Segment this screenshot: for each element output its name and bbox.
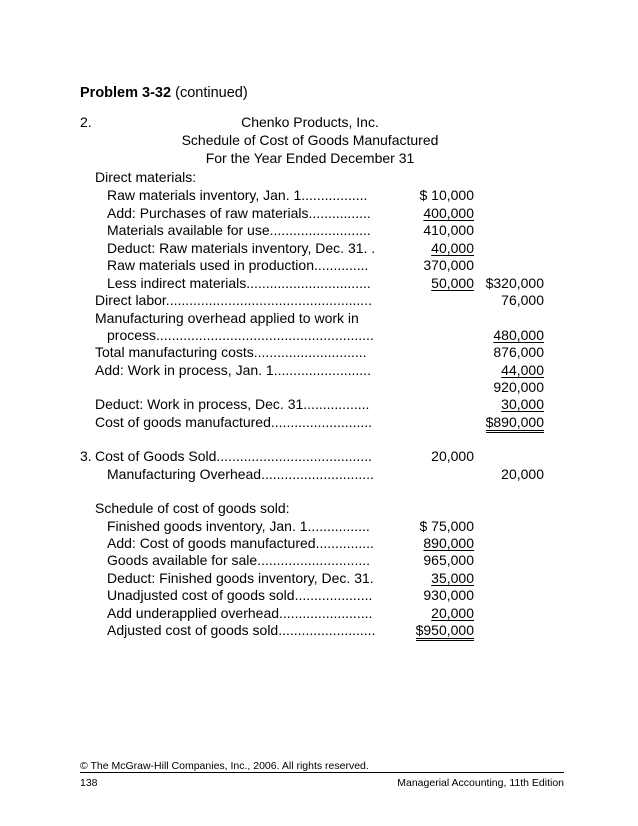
row-value: 890,000 <box>423 535 474 551</box>
row-value: 965,000 <box>423 552 474 568</box>
row-value: 35,000 <box>431 570 474 586</box>
row-total: $320,000 <box>485 275 544 291</box>
page-number: 138 <box>80 777 98 789</box>
row-label: process........................................................ <box>107 327 374 343</box>
book-title: Managerial Accounting, 11th Edition <box>397 777 564 789</box>
part2-number: 2. <box>80 114 92 130</box>
company-name: Chenko Products, Inc. <box>241 114 379 130</box>
part3-number: 3. <box>80 448 92 464</box>
row-label: Cost of goods manufactured.......................... <box>95 414 373 430</box>
row-label: Less indirect materials................................ <box>107 275 371 291</box>
row-label: Add: Cost of goods manufactured............... <box>107 535 374 551</box>
row-label: Finished goods inventory, Jan. 1................ <box>107 518 370 534</box>
problem-label: Problem 3-32 <box>80 85 172 101</box>
row-label: Add: Work in process, Jan. 1......................... <box>95 362 371 378</box>
row-total: 76,000 <box>501 292 544 308</box>
row-label: Materials available for use.......................... <box>107 222 371 238</box>
schedule-period: For the Year Ended December 31 <box>205 150 415 166</box>
row-value: $ 10,000 <box>419 187 474 203</box>
continued-label: (continued) <box>175 85 248 101</box>
entry-credit-amount: 20,000 <box>501 466 544 482</box>
row-label: Raw materials used in production.............. <box>107 257 369 273</box>
row-label: Total manufacturing costs............................. <box>95 344 367 360</box>
row-label: Direct materials: <box>95 169 197 185</box>
entry-debit-amount: 20,000 <box>431 448 474 464</box>
row-label: Unadjusted cost of goods sold.................... <box>107 587 373 603</box>
row-label: Direct labor..................................................... <box>95 292 372 308</box>
row-label: Deduct: Work in process, Dec. 31................. <box>95 396 370 412</box>
row-value: 40,000 <box>431 240 474 256</box>
entry-credit-label: Manufacturing Overhead............................. <box>107 466 374 482</box>
row-value: 20,000 <box>431 605 474 621</box>
row-label: Manufacturing overhead applied to work in <box>95 310 359 326</box>
entry-debit-label: Cost of Goods Sold........................................ <box>95 448 372 464</box>
row-total: 44,000 <box>501 362 544 378</box>
cogm-total: $890,000 <box>486 414 544 433</box>
row-label: Deduct: Finished goods inventory, Dec. 31. <box>107 570 374 586</box>
row-value: 400,000 <box>423 205 474 221</box>
row-label: Raw materials inventory, Jan. 1................. <box>107 187 368 203</box>
row-label: Add underapplied overhead........................ <box>107 605 373 621</box>
row-value: 370,000 <box>423 257 474 273</box>
adjusted-cogs-total: $950,000 <box>416 622 474 641</box>
row-value: 50,000 <box>431 275 474 291</box>
problem-heading <box>80 85 248 102</box>
row-label: Deduct: Raw materials inventory, Dec. 31. . <box>107 240 376 256</box>
row-total: 30,000 <box>501 396 544 412</box>
row-total: 876,000 <box>493 344 544 360</box>
row-label: Goods available for sale............................. <box>107 552 370 568</box>
row-total: 920,000 <box>493 379 544 395</box>
footer-divider <box>80 772 564 773</box>
schedule-cogm-title: Schedule of Cost of Goods Manufactured <box>181 132 439 148</box>
row-value: $ 75,000 <box>419 518 474 534</box>
schedule-cogs-title: Schedule of cost of goods sold: <box>95 500 290 516</box>
copyright-notice: © The McGraw-Hill Companies, Inc., 2006. All rights reserved. <box>80 760 369 772</box>
row-value: 930,000 <box>423 587 474 603</box>
row-total: 480,000 <box>493 327 544 343</box>
row-label: Adjusted cost of goods sold......................... <box>107 622 376 638</box>
row-value: 410,000 <box>423 222 474 238</box>
row-label: Add: Purchases of raw materials................ <box>107 205 371 221</box>
